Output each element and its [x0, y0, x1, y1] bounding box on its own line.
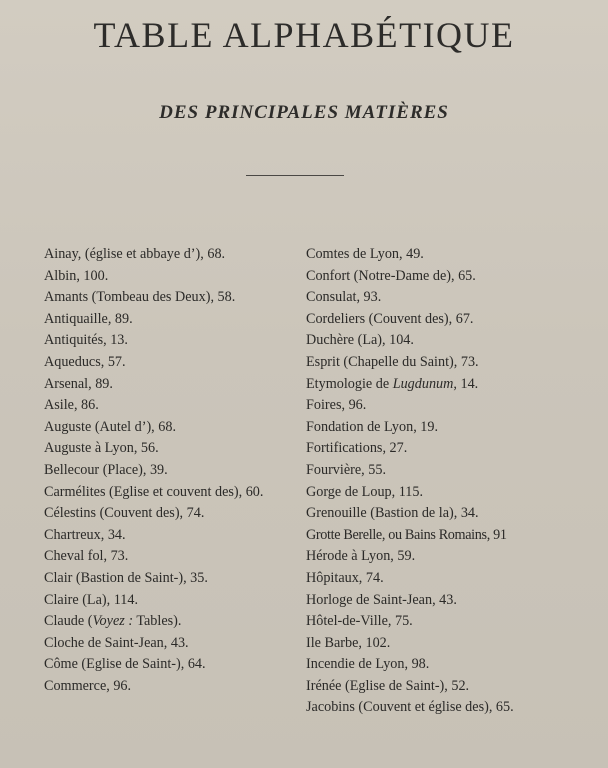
- index-entry: Cordeliers (Couvent des), 67.: [306, 310, 474, 327]
- index-entry: Esprit (Chapelle du Saint), 73.: [306, 353, 479, 370]
- index-entry: Clair (Bastion de Saint-), 35.: [44, 569, 208, 586]
- page-title: TABLE ALPHABÉTIQUE: [93, 15, 515, 55]
- index-entry: Horloge de Saint-Jean, 43.: [306, 591, 457, 608]
- index-entry: Chartreux, 34.: [44, 526, 126, 543]
- index-entry: Célestins (Couvent des), 74.: [44, 505, 205, 522]
- entry-text: , 14.: [453, 375, 479, 392]
- index-column-right: [306, 244, 538, 719]
- index-entry: Arsenal, 89.: [44, 375, 113, 392]
- index-entry: Cheval fol, 73.: [44, 548, 129, 565]
- index-entry: Fourvière, 55.: [306, 461, 386, 478]
- index-entry: Aqueducs, 57.: [44, 353, 126, 370]
- index-entry: Gorge de Loup, 115.: [306, 483, 424, 500]
- index-entry: Comtes de Lyon, 49.: [306, 246, 424, 262]
- index-entry: Ile Barbe, 102.: [306, 634, 391, 651]
- index-entry: Incendie de Lyon, 98.: [306, 656, 430, 673]
- index-entry: Grenouille (Bastion de la), 34.: [306, 505, 479, 522]
- index-entry: Cloche de Saint-Jean, 43.: [44, 634, 189, 651]
- index-entry: Albin, 100.: [44, 267, 109, 284]
- index-entry: Grotte Berelle, ou Bains Romains, 91: [306, 526, 507, 543]
- entry-text: Tables).: [133, 613, 182, 630]
- index-entry: Côme (Eglise de Saint-), 64.: [44, 656, 206, 673]
- entry-italic-text: Lugdunum: [392, 375, 454, 392]
- index-entry: [306, 374, 538, 396]
- title-divider: [246, 175, 344, 176]
- index-entry: Confort (Notre-Dame de), 65.: [306, 267, 476, 284]
- entry-text: Claude (: [44, 613, 93, 630]
- index-column-left: [44, 244, 266, 697]
- index-entry: Hôpitaux, 74.: [306, 569, 384, 586]
- index-entry: Duchère (La), 104.: [306, 332, 414, 349]
- index-entry: Foires, 96.: [306, 397, 367, 414]
- index-entry: Antiquités, 13.: [44, 332, 128, 349]
- index-entry: Hôtel-de-Ville, 75.: [306, 613, 413, 630]
- index-entry: Fondation de Lyon, 19.: [306, 418, 439, 435]
- entry-text: Etymologie de: [306, 375, 393, 392]
- index-entry: Jacobins (Couvent et église des), 65.: [306, 699, 514, 716]
- index-entry: Claire (La), 114.: [44, 591, 139, 608]
- index-entry: Asile, 86.: [44, 397, 99, 414]
- index-entry: Commerce, 96.: [44, 677, 132, 694]
- index-entry: Irénée (Eglise de Saint-), 52.: [306, 677, 470, 694]
- index-entry: Carmélites (Eglise et couvent des), 60.: [44, 483, 264, 500]
- index-entry: [44, 611, 266, 633]
- index-entry: Auguste à Lyon, 56.: [44, 440, 159, 457]
- index-entry: Amants (Tombeau des Deux), 58.: [44, 289, 236, 306]
- page-subtitle: DES PRINCIPALES MATIÈRES: [159, 102, 449, 123]
- index-entry: Consulat, 93.: [306, 289, 382, 306]
- index-entry: Hérode à Lyon, 59.: [306, 548, 416, 565]
- entry-italic-text: Voyez :: [92, 613, 134, 630]
- index-entry: Bellecour (Place), 39.: [44, 461, 168, 478]
- index-entry: Fortifications, 27.: [306, 440, 408, 457]
- index-entry: Ainay, (église et abbaye d’), 68.: [44, 246, 226, 262]
- index-entry: Antiquaille, 89.: [44, 310, 133, 327]
- index-entry: Auguste (Autel d’), 68.: [44, 418, 176, 435]
